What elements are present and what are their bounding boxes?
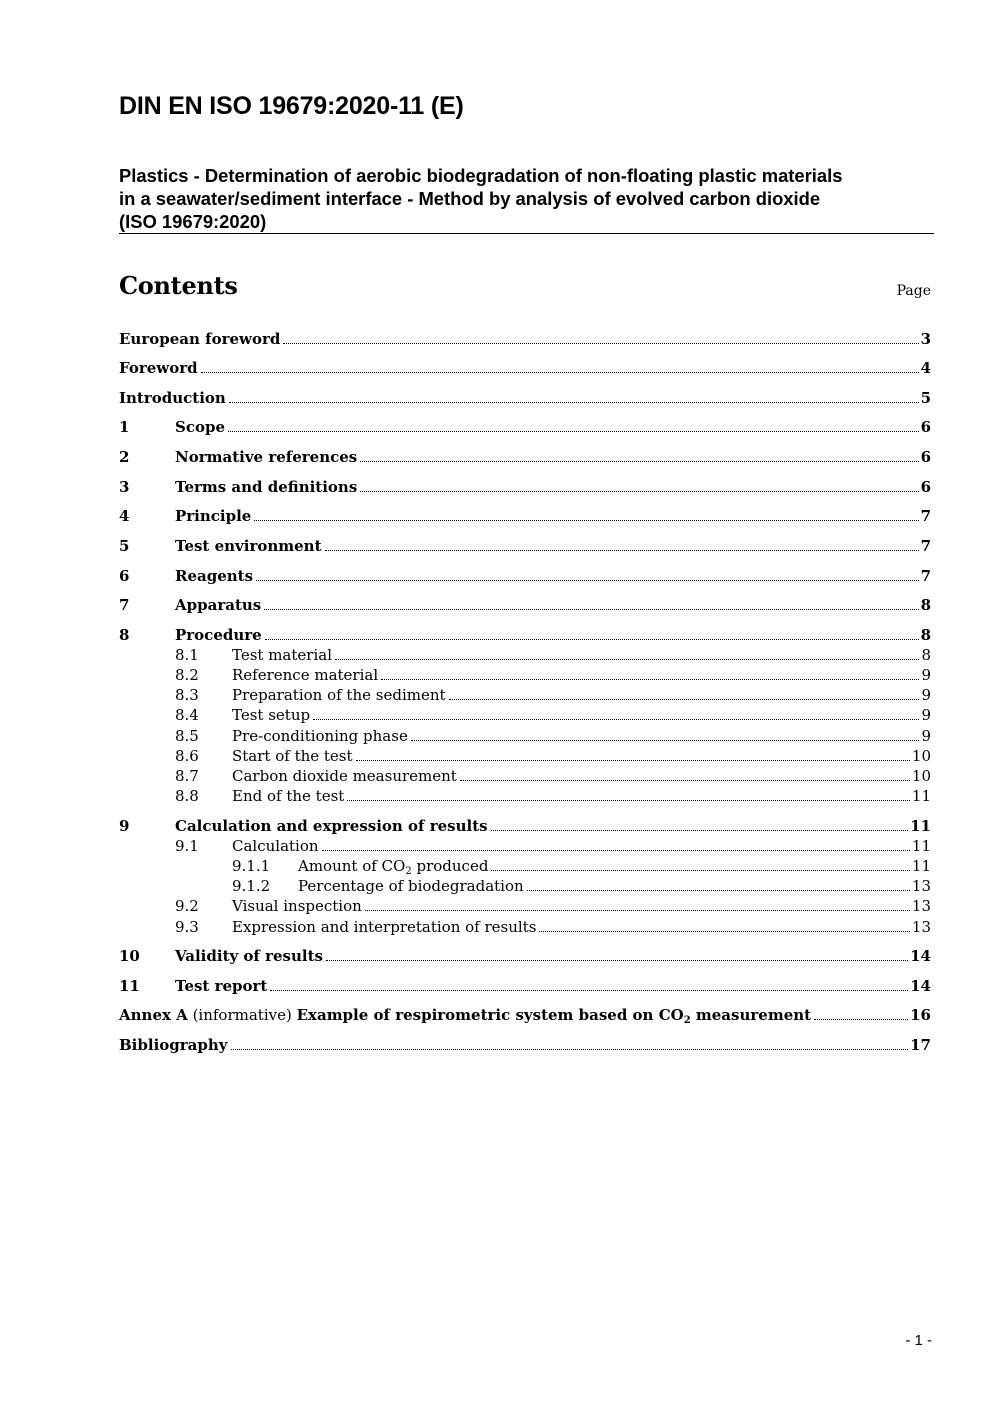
toc-entry-page: 10: [911, 747, 931, 765]
toc-entry-page: 9: [921, 706, 931, 724]
document-id: DIN EN ISO 19679:2020-11 (E): [119, 92, 464, 120]
toc-entry-page: 9: [921, 666, 931, 684]
dot-leader: [360, 461, 918, 462]
toc-entry-visual-inspection[interactable]: [119, 896, 931, 916]
toc-entry-page: 14: [910, 947, 931, 965]
toc-entry-page: 11: [910, 817, 931, 835]
subscript: 2: [683, 1015, 691, 1026]
page-number: - 1 -: [905, 1332, 932, 1349]
dot-leader: [325, 550, 919, 551]
toc-entry-number: 8.8: [175, 787, 199, 805]
toc-entry-page: 14: [910, 977, 931, 995]
toc-entry-terms-and-definitions[interactable]: [119, 477, 931, 497]
dot-leader: [360, 491, 918, 492]
dot-leader: [229, 402, 919, 403]
toc-entry-procedure[interactable]: [119, 625, 931, 645]
title-text: Annex A: [119, 1006, 188, 1024]
toc-entry-number: 10: [119, 947, 140, 965]
toc-entry-scope[interactable]: [119, 417, 931, 437]
toc-entry-number: 8.4: [175, 706, 199, 724]
toc-entry-number: 4: [119, 507, 130, 525]
dot-leader: [201, 372, 919, 373]
toc-entry-number: 9: [119, 817, 130, 835]
toc-entry-title: Principle: [175, 507, 252, 525]
dot-leader: [264, 609, 918, 610]
toc-entry-title: Foreword: [119, 359, 198, 377]
toc-entry-number: 11: [119, 977, 140, 995]
dot-leader: [254, 520, 918, 521]
toc-entry-reagents[interactable]: [119, 566, 931, 586]
toc-entry-number: 2: [119, 448, 130, 466]
dot-leader: [460, 780, 910, 781]
toc-entry-page: 8: [921, 646, 931, 664]
dot-leader: [231, 1049, 909, 1050]
dot-leader: [449, 699, 919, 700]
toc-entry-page: 13: [911, 877, 931, 895]
toc-entry-page: 6: [920, 478, 931, 496]
toc-entry-start-of-test[interactable]: [119, 746, 931, 766]
toc-entry-number: 1: [119, 418, 130, 436]
dot-leader: [335, 659, 919, 660]
toc-entry-european-foreword[interactable]: [119, 329, 931, 349]
toc-entry-bibliography[interactable]: [119, 1035, 931, 1055]
toc-entry-number: 7: [119, 596, 130, 614]
toc-entry-page: 9: [921, 686, 931, 704]
toc-entry-title: [119, 1005, 811, 1025]
dot-leader: [270, 990, 908, 991]
toc-entry-title: [298, 856, 488, 876]
toc-entry-title: Reagents: [175, 567, 254, 585]
dot-leader: [347, 800, 910, 801]
toc-entry-test-environment[interactable]: [119, 536, 931, 556]
toc-entry-number: 9.1.2: [232, 877, 271, 895]
toc-entry-number: 8.3: [175, 686, 199, 704]
dot-leader: [411, 740, 919, 741]
toc-entry-apparatus[interactable]: [119, 595, 931, 615]
toc-entry-number: 6: [119, 567, 130, 585]
dot-leader: [256, 580, 919, 581]
toc-entry-page: 6: [920, 448, 931, 466]
toc-entry-title: Terms and definitions: [175, 478, 358, 496]
toc-entry-page: 10: [911, 767, 931, 785]
toc-entry-title: Test environment: [175, 537, 322, 555]
toc-entry-page: 13: [911, 897, 931, 915]
toc-entry-preparation-of-sediment[interactable]: [119, 685, 931, 705]
dot-leader: [365, 910, 910, 911]
toc-entry-page: 6: [920, 418, 931, 436]
toc-entry-page: 16: [910, 1006, 931, 1024]
dot-leader: [814, 1019, 908, 1020]
toc-entry-number: 8.5: [175, 727, 199, 745]
contents-heading: Contents: [119, 271, 238, 300]
toc-entry-title: Test report: [175, 977, 268, 995]
toc-entry-test-report[interactable]: [119, 976, 931, 996]
toc-entry-page: 8: [920, 596, 931, 614]
page-column-label: Page: [896, 283, 931, 299]
dot-leader: [322, 850, 910, 851]
dot-leader: [228, 431, 919, 432]
toc-entry-number: 8.2: [175, 666, 199, 684]
subscript: 2: [405, 866, 412, 877]
toc-entry-page: 7: [920, 537, 931, 555]
toc-entry-end-of-test[interactable]: [119, 786, 931, 806]
toc-entry-amount-of-co2[interactable]: [119, 856, 931, 876]
dot-leader: [326, 960, 908, 961]
dot-leader: [491, 870, 909, 871]
subtitle-line: (ISO 19679:2020): [119, 211, 267, 232]
toc-entry-page: 11: [911, 787, 931, 805]
toc-entry-carbon-dioxide-measurement[interactable]: [119, 766, 931, 786]
toc-entry-page: 5: [920, 389, 931, 407]
subtitle-line: in a seawater/sediment interface - Method by analysis of evolved carbon dioxide: [119, 188, 821, 209]
toc-entry-percentage-of-biodegradation[interactable]: [119, 876, 931, 896]
dot-leader: [356, 760, 910, 761]
toc-entry-title: Carbon dioxide measurement: [232, 767, 457, 785]
toc-entry-title: Test material: [232, 646, 332, 664]
title-text: measurement: [690, 1006, 812, 1024]
toc-entry-number: 9.1.1: [232, 857, 271, 875]
toc-entry-number: 8.6: [175, 747, 199, 765]
dot-leader: [539, 931, 910, 932]
toc-entry-page: 7: [920, 567, 931, 585]
dot-leader: [313, 719, 919, 720]
toc-entry-test-material[interactable]: [119, 645, 931, 665]
toc-entry-page: 17: [910, 1036, 931, 1054]
toc-entry-foreword[interactable]: [119, 358, 931, 378]
toc-entry-title: Calculation: [232, 837, 319, 855]
toc-entry-title: Expression and interpretation of results: [232, 918, 537, 936]
toc-entry-title: End of the test: [232, 787, 345, 805]
toc-entry-page: 3: [920, 330, 931, 348]
toc-entry-page: 9: [921, 727, 931, 745]
toc-entry-page: 11: [911, 837, 931, 855]
title-text: Amount of CO: [298, 857, 406, 875]
toc-entry-title: Apparatus: [175, 596, 262, 614]
toc-entry-page: 8: [920, 626, 931, 644]
toc-entry-calculation-and-expression[interactable]: [119, 816, 931, 836]
toc-entry-number: 5: [119, 537, 130, 555]
toc-entry-page: 4: [920, 359, 931, 377]
toc-entry-page: 11: [911, 857, 931, 875]
dot-leader: [283, 343, 918, 344]
toc-entry-title: Bibliography: [119, 1036, 228, 1054]
toc-entry-pre-conditioning-phase[interactable]: [119, 726, 931, 746]
toc-entry-title: European foreword: [119, 330, 281, 348]
toc-entry-annex-a[interactable]: [119, 1005, 931, 1025]
toc-entry-title: Test setup: [232, 706, 311, 724]
title-text: (informative): [187, 1006, 297, 1024]
toc-entry-calculation[interactable]: [119, 836, 931, 856]
toc-entry-title: Introduction: [119, 389, 226, 407]
title-text: produced: [411, 857, 489, 875]
title-text: Example of respirometric system based on CO: [296, 1006, 684, 1024]
dot-leader: [381, 679, 919, 680]
toc-entry-title: Normative references: [175, 448, 358, 466]
toc-entry-number: 8: [119, 626, 130, 644]
toc-entry-validity-of-results[interactable]: [119, 946, 931, 966]
toc-entry-number: 3: [119, 478, 130, 496]
toc-entry-title: Visual inspection: [232, 897, 362, 915]
subtitle-line: Plastics - Determination of aerobic biodegradation of non-floating plastic materials: [119, 165, 843, 186]
dot-leader: [265, 639, 919, 640]
toc-entry-number: 9.2: [175, 897, 199, 915]
toc-entry-title: Validity of results: [175, 947, 323, 965]
toc-entry-page: 13: [911, 918, 931, 936]
dot-leader: [491, 830, 909, 831]
toc-entry-expression-and-interpretation[interactable]: [119, 917, 931, 937]
toc-entry-title: Start of the test: [232, 747, 353, 765]
toc-entry-introduction[interactable]: [119, 388, 931, 408]
toc-entry-title: Scope: [175, 418, 226, 436]
toc-entry-title: Reference material: [232, 666, 379, 684]
toc-entry-normative-references[interactable]: [119, 447, 931, 467]
toc-entry-title: Percentage of biodegradation: [298, 877, 524, 895]
toc-entry-number: 9.3: [175, 918, 199, 936]
toc-entry-reference-material[interactable]: [119, 665, 931, 685]
toc-entry-title: Calculation and expression of results: [175, 817, 488, 835]
toc-entry-title: Preparation of the sediment: [232, 686, 446, 704]
toc-entry-number: 8.7: [175, 767, 199, 785]
dot-leader: [527, 890, 910, 891]
toc-entry-page: 7: [920, 507, 931, 525]
toc-entry-test-setup[interactable]: [119, 705, 931, 725]
toc-entry-title: Procedure: [175, 626, 262, 644]
toc-entry-number: 8.1: [175, 646, 199, 664]
toc-entry-title: Pre-conditioning phase: [232, 727, 408, 745]
toc-entry-number: 9.1: [175, 837, 199, 855]
toc-entry-principle[interactable]: [119, 506, 931, 526]
